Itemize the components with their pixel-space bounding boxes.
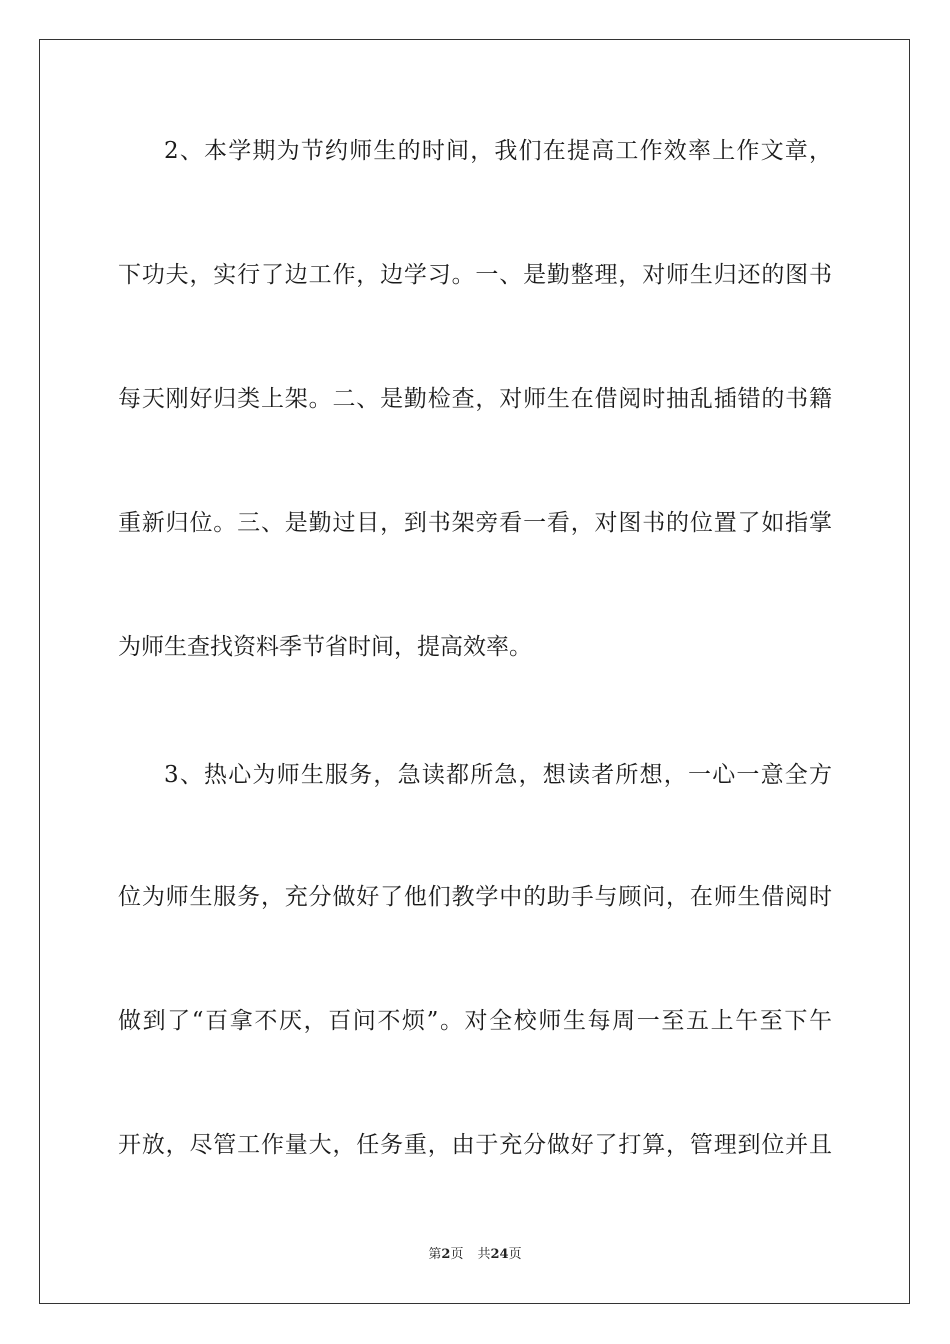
- paragraph-1-line-3: 每天刚好归类上架。二、是勤检查，对师生在借阅时抽乱插错的书籍: [118, 386, 832, 412]
- paragraph-1-line-5: 为师生查找资料季节省时间，提高效率。: [118, 634, 532, 660]
- footer-total-pages: 24: [490, 1247, 509, 1262]
- page-border: [39, 39, 910, 1304]
- footer-page-number: 2: [441, 1247, 451, 1262]
- page-footer: [0, 1246, 950, 1264]
- paragraph-2-line-2: 位为师生服务，充分做好了他们教学中的助手与顾问，在师生借阅时: [118, 884, 832, 910]
- paragraph-1-line-1: 2、本学期为节约师生的时间，我们在提高工作效率上作文章，: [164, 138, 832, 164]
- footer-page-prefix: 第: [428, 1247, 442, 1262]
- paragraph-2-line-1: 3、热心为师生服务，急读都所急，想读者所想，一心一意全方: [164, 762, 832, 788]
- paragraph-2-line-4: 开放，尽管工作量大，任务重，由于充分做好了打算，管理到位并且: [118, 1132, 832, 1158]
- paragraph-2-line-3: 做到了“百拿不厌，百问不烦”。对全校师生每周一至五上午至下午: [118, 1008, 832, 1034]
- footer-page-suffix: 页: [450, 1247, 464, 1262]
- paragraph-1-line-4: 重新归位。三、是勤过目，到书架旁看一看，对图书的位置了如指掌: [118, 510, 832, 536]
- paragraph-1-line-2: 下功夫，实行了边工作，边学习。一、是勤整理，对师生归还的图书: [118, 262, 832, 288]
- footer-total-suffix: 页: [508, 1247, 522, 1262]
- footer-total-prefix: 共: [477, 1247, 491, 1262]
